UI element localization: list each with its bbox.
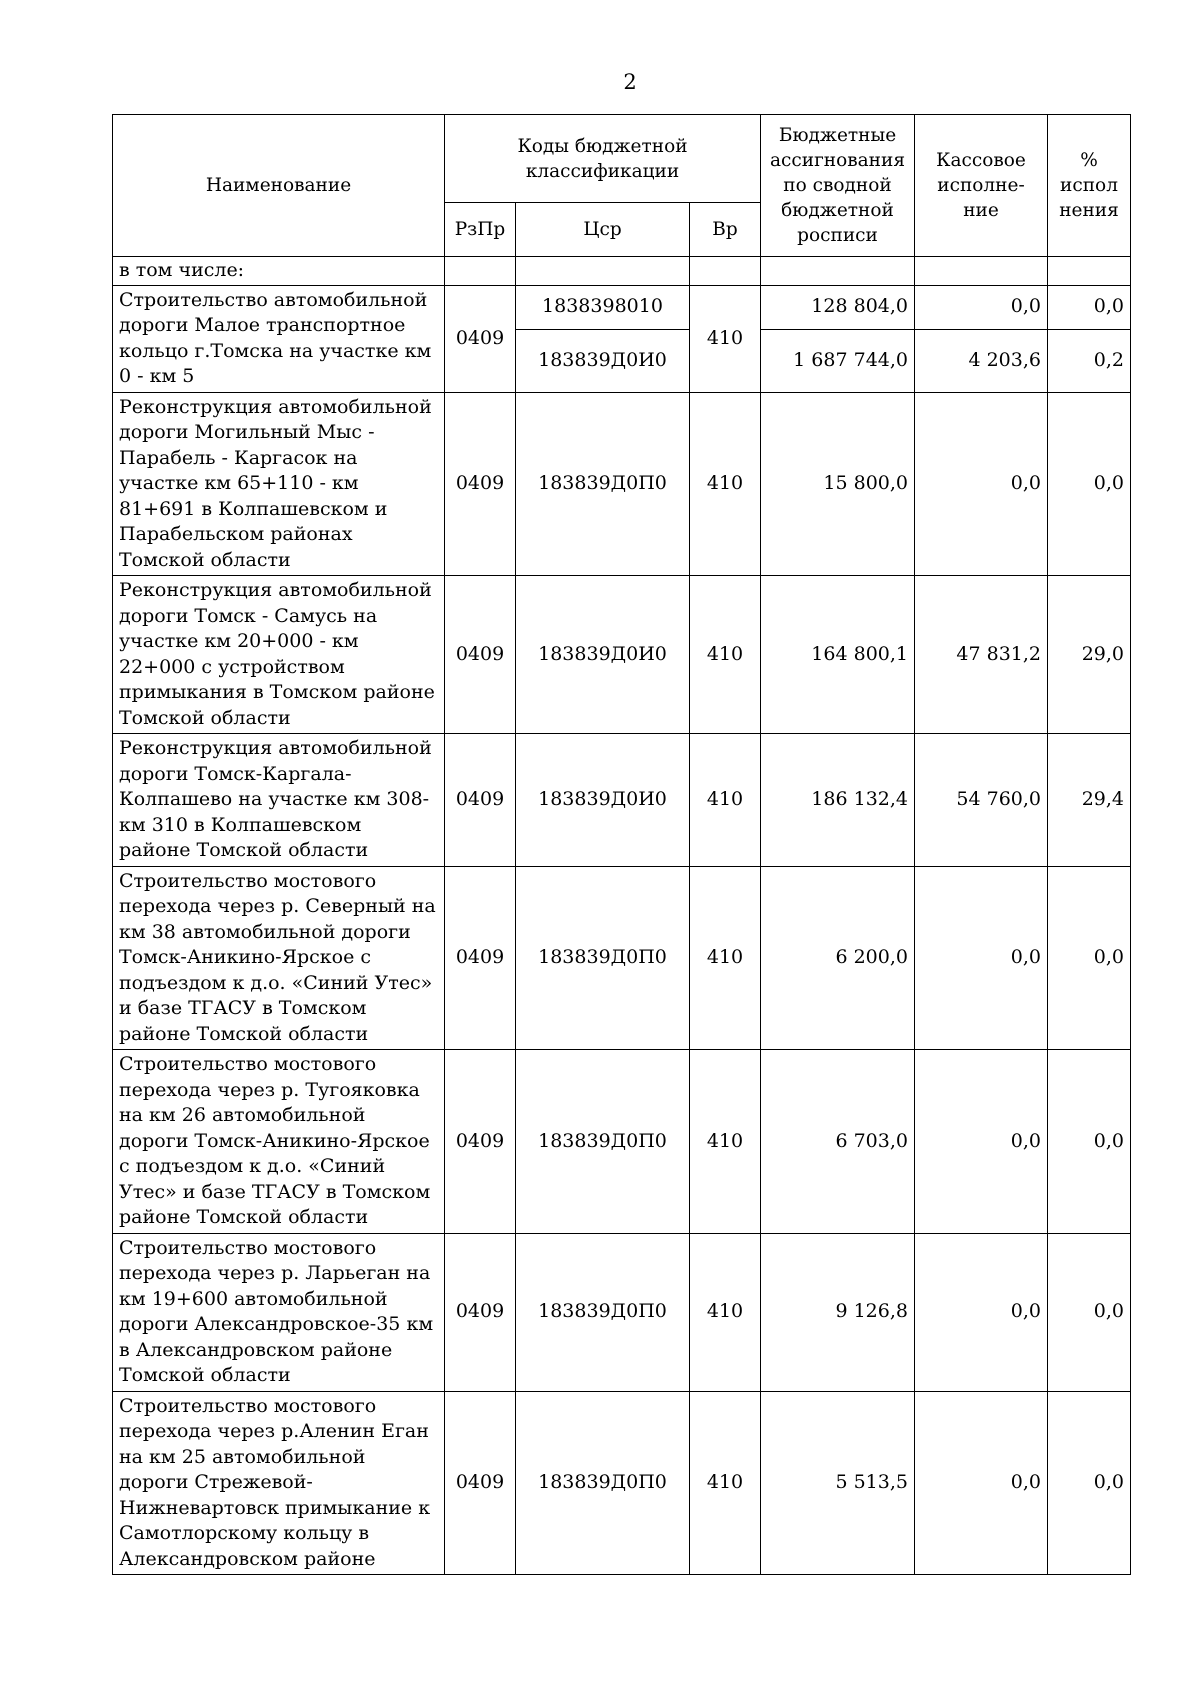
row-vr: 410 (690, 734, 761, 867)
row-percent: 29,0 (1048, 576, 1131, 734)
row-name: Строительство мостового перехода через р. Северный на км 38 автомобильной дороги Томск-Аникино-Ярское с подъездом к д.о. «Синий Утес» и базе ТГАСУ в Томском районе Томской области (113, 866, 445, 1050)
row-vr: 410 (690, 392, 761, 576)
row-percent: 0,0 (1048, 1233, 1131, 1391)
header-execution: Кассовое исполне-ние (915, 115, 1048, 257)
table-row (113, 1050, 1131, 1234)
header-rzpr: РзПр (445, 203, 516, 257)
row-csr: 183839Д0П0 (516, 392, 690, 576)
row-assignments: 164 800,1 (761, 576, 915, 734)
row-vr: 410 (690, 866, 761, 1050)
row-csr: 183839Д0П0 (516, 1233, 690, 1391)
row-name: Строительство мостового перехода через р.Аленин Еган на км 25 автомобильной дороги Стрежевой-Нижневартовск примыкание к Самотлорскому кольцу в Александровском районе (113, 1391, 445, 1575)
header-assignments: Бюджетные ассигнования по сводной бюджетной росписи (761, 115, 915, 257)
row-csr: 183839Д0И0 (516, 734, 690, 867)
row-execution: 0,0 (915, 1233, 1048, 1391)
row-execution: 0,0 (915, 1391, 1048, 1575)
row-rzpr: 0409 (445, 285, 516, 392)
row-vr: 410 (690, 285, 761, 392)
row-csr: 183839Д0И0 (516, 576, 690, 734)
row-execution: 0,0 (915, 285, 1048, 329)
row-name: Реконструкция автомобильной дороги Томск-Каргала-Колпашево на участке км 308-км 310 в Колпашевском районе Томской области (113, 734, 445, 867)
header-name: Наименование (113, 115, 445, 257)
table-row (113, 392, 1131, 576)
row-percent: 0,0 (1048, 392, 1131, 576)
row-rzpr: 0409 (445, 1391, 516, 1575)
row-execution: 4 203,6 (915, 329, 1048, 392)
row-vr: 410 (690, 1391, 761, 1575)
header-vr: Вр (690, 203, 761, 257)
row-rzpr: 0409 (445, 392, 516, 576)
row-assignments: 5 513,5 (761, 1391, 915, 1575)
row-execution: 47 831,2 (915, 576, 1048, 734)
row-name: Реконструкция автомобильной дороги Могильный Мыс - Парабель - Каргасок на участке км 65+110 - км 81+691 в Колпашевском и Парабельском районах Томской области (113, 392, 445, 576)
row-percent: 0,0 (1048, 1391, 1131, 1575)
row-vr: 410 (690, 1050, 761, 1234)
row-name: Строительство автомобильной дороги Малое транспортное кольцо г.Томска на участке км 0 - км 5 (113, 285, 445, 392)
row-rzpr: 0409 (445, 576, 516, 734)
row-name: Строительство мостового перехода через р. Ларьеган на км 19+600 автомобильной дороги Александровское-35 км в Александровском районе Томской области (113, 1233, 445, 1391)
table-row (113, 576, 1131, 734)
row-name: Строительство мостового перехода через р. Тугояковка на км 26 автомобильной дороги Томск-Аникино-Ярское с подъездом к д.о. «Синий Утес» и базе ТГАСУ в Томском районе Томской области (113, 1050, 445, 1234)
budget-table (112, 114, 1131, 1575)
table-row (113, 1233, 1131, 1391)
row-execution: 0,0 (915, 1050, 1048, 1234)
page-number: 2 (623, 70, 637, 94)
row-name: Реконструкция автомобильной дороги Томск - Самусь на участке км 20+000 - км 22+000 с устройством примыкания в Томском районе Томской области (113, 576, 445, 734)
row-csr: 183839Д0П0 (516, 866, 690, 1050)
row-percent: 0,0 (1048, 285, 1131, 329)
row-execution: 0,0 (915, 392, 1048, 576)
row-rzpr: 0409 (445, 1050, 516, 1234)
row-assignments: 128 804,0 (761, 285, 915, 329)
table-row (113, 866, 1131, 1050)
row-execution: 54 760,0 (915, 734, 1048, 867)
row-csr: 183839Д0И0 (516, 329, 690, 392)
row-csr: 183839Д0П0 (516, 1050, 690, 1234)
row-assignments: 1 687 744,0 (761, 329, 915, 392)
row-assignments: 6 200,0 (761, 866, 915, 1050)
subheader-row (113, 257, 1131, 286)
row-rzpr: 0409 (445, 734, 516, 867)
row-percent: 0,0 (1048, 1050, 1131, 1234)
row-vr: 410 (690, 1233, 761, 1391)
header-codes: Коды бюджетной классификации (445, 115, 761, 203)
row-assignments: 6 703,0 (761, 1050, 915, 1234)
row-assignments: 15 800,0 (761, 392, 915, 576)
row-csr: 1838398010 (516, 285, 690, 329)
row-execution: 0,0 (915, 866, 1048, 1050)
table-row (113, 1391, 1131, 1575)
subheader-label: в том числе: (113, 257, 445, 286)
table-row (113, 734, 1131, 867)
header-percent: % испол нения (1048, 115, 1131, 257)
row-vr: 410 (690, 576, 761, 734)
row-percent: 0,2 (1048, 329, 1131, 392)
row-csr: 183839Д0П0 (516, 1391, 690, 1575)
row-rzpr: 0409 (445, 866, 516, 1050)
table-row (113, 285, 1131, 329)
row-assignments: 186 132,4 (761, 734, 915, 867)
row-percent: 29,4 (1048, 734, 1131, 867)
row-assignments: 9 126,8 (761, 1233, 915, 1391)
row-rzpr: 0409 (445, 1233, 516, 1391)
row-percent: 0,0 (1048, 866, 1131, 1050)
header-csr: Цср (516, 203, 690, 257)
